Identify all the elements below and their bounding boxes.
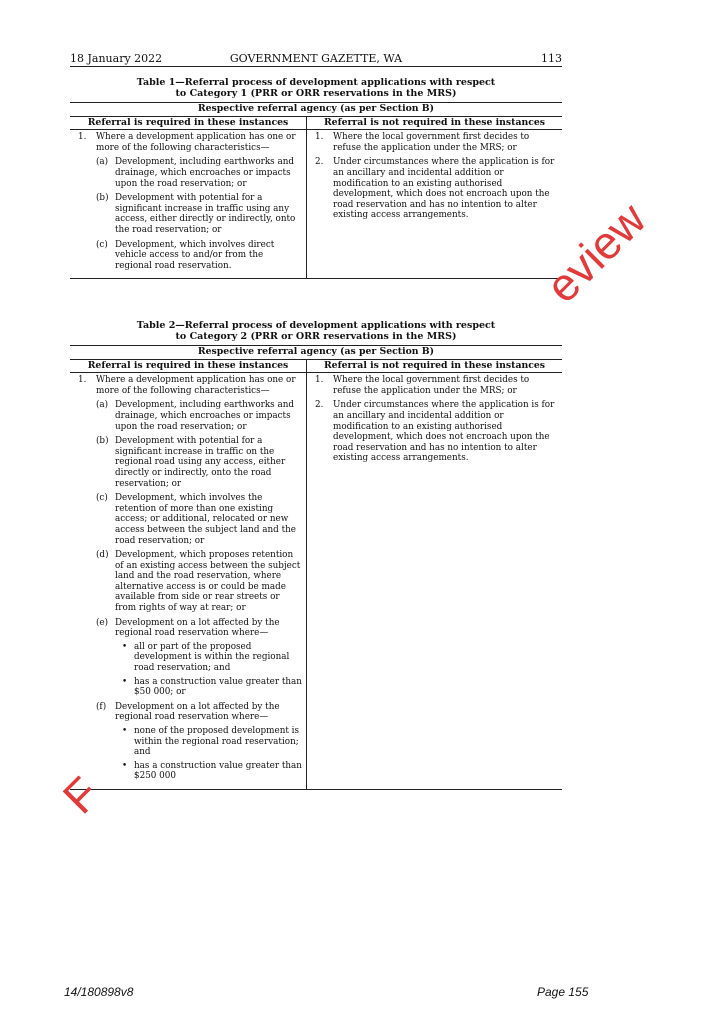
item-number: 1. <box>315 132 324 143</box>
sub-item <box>96 550 302 614</box>
bullet-item <box>115 642 302 674</box>
table2 <box>70 345 562 790</box>
header-date: 18 January 2022 <box>70 52 163 65</box>
item-number: 1. <box>78 375 87 386</box>
sub-item <box>96 193 302 235</box>
sub-item-text: Development with potential for a significant increase in traffic on the regional road using any access, either directly or indirectly, onto the road reservation; or <box>115 436 286 489</box>
item-text: Under circumstances where the application is for an ancillary and incidental addition or modification to an existing authorised development, which does not encroach upon the road reservation and has no intention to alter existing access arrangements. <box>333 400 555 464</box>
table2-title-line2: to Category 2 (PRR or ORR reservations in the MRS) <box>175 331 457 342</box>
bullet-text: all or part of the proposed development is within the regional road reservation; and <box>134 641 290 674</box>
table2-agency-header: Respective referral agency (as per Section B) <box>70 346 562 360</box>
list-item <box>74 132 302 271</box>
table1-title-line2: to Category 1 (PRR or ORR reservations in the MRS) <box>175 88 457 99</box>
item-text: Where the local government first decides to refuse the application under the MRS; or <box>333 132 530 153</box>
sub-item <box>96 702 302 782</box>
header-publication: GOVERNMENT GAZETTE, WA <box>229 52 403 65</box>
table1-required-cell <box>70 130 307 279</box>
item-number: 1. <box>315 375 324 386</box>
list-item <box>311 400 558 464</box>
watermark-lower: F <box>52 766 110 824</box>
list-item <box>311 375 558 396</box>
sub-item-label: (b) <box>96 436 109 447</box>
sub-item <box>96 493 302 546</box>
table2-required-cell <box>70 373 307 790</box>
list-item <box>311 157 558 221</box>
table2-not-required-cell <box>307 373 563 790</box>
table2-title <box>70 320 562 342</box>
bullet-item <box>115 677 302 698</box>
table2-col-not-required: Referral is not required in these instances <box>307 359 563 373</box>
sub-item-text: Development with potential for a significant increase in traffic using any access, either directly or indirectly, onto the road reservation; or <box>115 193 296 235</box>
sub-item <box>96 436 302 489</box>
item-text: Where a development application has one or more of the following characteristics— <box>96 375 296 396</box>
sub-item-text: Development, which involves the retention of more than one existing access; or additional, relocated or new access between the subject land and the road reservation; or <box>115 493 297 546</box>
sub-item-label: (c) <box>96 493 108 504</box>
table1-col-not-required: Referral is not required in these instances <box>307 116 563 130</box>
table1 <box>70 102 562 279</box>
sub-item-label: (d) <box>96 550 109 561</box>
sub-item-label: (f) <box>96 701 107 712</box>
table1-col-required: Referral is required in these instances <box>70 116 307 130</box>
sub-item-label: (b) <box>96 193 109 204</box>
item-text: Where a development application has one or more of the following characteristics— <box>96 132 296 153</box>
header-page-number: 113 <box>541 52 562 65</box>
sub-item <box>96 618 302 698</box>
item-number: 2. <box>315 400 324 411</box>
table2-title-line1: Table 2—Referral process of development applications with respect <box>136 320 496 331</box>
table1-title <box>70 77 562 99</box>
bullet-dot: • <box>122 676 128 687</box>
sub-item-label: (c) <box>96 239 108 250</box>
table1-title-line1: Table 1—Referral process of development applications with respect <box>136 77 496 88</box>
bullet-dot: • <box>122 726 128 736</box>
table2-col-required: Referral is required in these instances <box>70 359 307 373</box>
sub-item-text: Development on a lot affected by the regional road reservation where— <box>115 701 280 723</box>
sub-item-label: (a) <box>96 157 109 168</box>
table1-not-required-cell <box>307 130 563 279</box>
footer-page-label: Page 155 <box>537 985 589 999</box>
bullet-text: has a construction value greater than $50 000; or <box>134 676 302 698</box>
list-item <box>311 132 558 153</box>
table1-agency-header: Respective referral agency (as per Section B) <box>70 103 562 117</box>
bullet-dot: • <box>122 760 128 771</box>
footer-doc-ref: 14/180898v8 <box>64 985 134 999</box>
sub-item-text: Development, which involves direct vehicle access to and/or from the regional road reservation. <box>115 239 275 271</box>
bullet-text: has a construction value greater than $250 000 <box>134 760 302 782</box>
bullet-dot: • <box>122 641 128 652</box>
sub-item-text: Development, including earthworks and drainage, which encroaches or impacts upon the road reservation; or <box>115 400 295 432</box>
sub-item-label: (e) <box>96 617 109 628</box>
bullet-item <box>115 726 302 758</box>
bullet-item <box>115 761 302 782</box>
gazette-header <box>70 52 562 67</box>
sub-item <box>96 240 302 272</box>
item-number: 1. <box>78 132 87 143</box>
item-text: Where the local government first decides to refuse the application under the MRS; or <box>333 375 530 396</box>
sub-item <box>96 400 302 432</box>
watermark-upper: eview <box>535 192 656 313</box>
item-number: 2. <box>315 157 324 168</box>
sub-item-label: (a) <box>96 400 109 411</box>
list-item <box>74 375 302 782</box>
sub-item-text: Development, which proposes retention of an existing access between the subject land and the road reservation, where alternative access is or could be made available from side or rear streets or from rights of way at rear; or <box>115 550 301 614</box>
sub-item-text: Development on a lot affected by the regional road reservation where— <box>115 617 280 639</box>
bullet-text: none of the proposed development is within the regional road reservation; and <box>134 726 300 758</box>
sub-item-text: Development, including earthworks and drainage, which encroaches or impacts upon the road reservation; or <box>115 157 295 189</box>
item-text: Under circumstances where the application is for an ancillary and incidental addition or modification to an existing authorised development, which does not encroach upon the road reservation and has no intention to alter existing access arrangements. <box>333 157 555 221</box>
sub-item <box>96 157 302 189</box>
